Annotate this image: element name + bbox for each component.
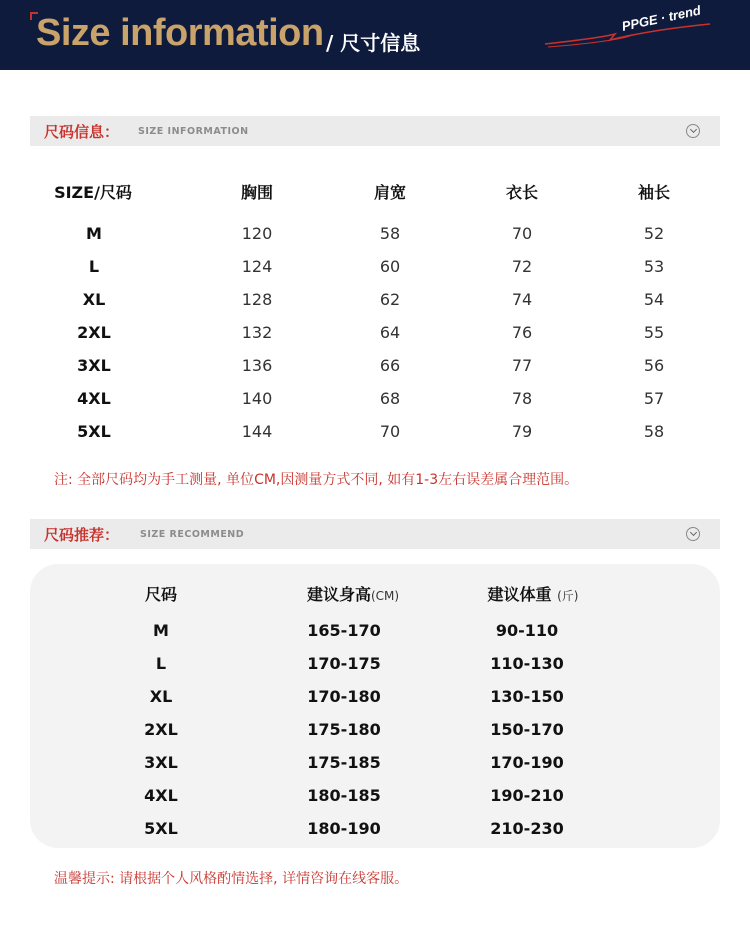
- table-row: [30, 224, 720, 248]
- table-cell: 68: [379, 389, 401, 408]
- weight-cell: 90-110: [495, 621, 559, 640]
- column-header: [253, 582, 453, 605]
- column-header: 胸围: [240, 183, 273, 202]
- column-header: 肩宽: [373, 183, 406, 202]
- size-cell: 3XL: [144, 753, 178, 772]
- header-banner: [0, 0, 750, 70]
- table-cell: 144: [241, 422, 273, 441]
- table-cell: 136: [241, 356, 273, 375]
- table-row: [30, 422, 720, 446]
- size-cell: 2XL: [144, 720, 178, 739]
- table-cell: 58: [379, 224, 401, 243]
- brand-logo: PPGE · trend: [620, 2, 702, 34]
- table-cell: 58: [643, 422, 665, 441]
- table-cell: 79: [511, 422, 533, 441]
- size-recommend-subtitle: SIZE RECOMMEND: [140, 529, 245, 540]
- table-cell: 66: [379, 356, 401, 375]
- height-cell: 175-185: [307, 753, 381, 772]
- table-cell: 132: [241, 323, 273, 342]
- column-header: 袖长: [637, 183, 670, 202]
- weight-cell: 150-170: [490, 720, 564, 739]
- table-cell: 70: [511, 224, 533, 243]
- table-cell: 120: [241, 224, 273, 243]
- col-height-unit: (CM): [370, 589, 400, 603]
- table-cell: 77: [511, 356, 533, 375]
- table-row: [30, 257, 720, 281]
- table-cell: 76: [511, 323, 533, 342]
- table-row: [30, 323, 720, 347]
- column-header: [61, 582, 261, 605]
- table-cell: 55: [643, 323, 665, 342]
- table-cell: 53: [643, 257, 665, 276]
- table-cell: 72: [511, 257, 533, 276]
- size-cell: M: [153, 621, 169, 640]
- col-weight-label: 建议体重: [487, 585, 552, 604]
- table-cell: 64: [379, 323, 401, 342]
- size-cell: XL: [82, 290, 106, 309]
- size-recommend-title: 尺码推荐：: [44, 526, 120, 544]
- size-recommend-card: [30, 564, 720, 848]
- table-cell: 56: [643, 356, 665, 375]
- size-info-header: [30, 116, 720, 146]
- table-cell: 78: [511, 389, 533, 408]
- size-cell: 2XL: [77, 323, 111, 342]
- table-cell: 54: [643, 290, 665, 309]
- table-cell: 60: [379, 257, 401, 276]
- size-cell: XL: [149, 687, 173, 706]
- size-cell: 5XL: [144, 819, 178, 838]
- table-cell: 70: [379, 422, 401, 441]
- table-cell: 52: [643, 224, 665, 243]
- table-row: [30, 356, 720, 380]
- table-cell: 74: [511, 290, 533, 309]
- height-cell: 180-185: [307, 786, 381, 805]
- height-cell: 175-180: [307, 720, 381, 739]
- column-header: [433, 582, 633, 605]
- table-row: [30, 389, 720, 413]
- table-cell: 124: [241, 257, 273, 276]
- size-recommend-header: [30, 519, 720, 549]
- column-header: 衣长: [505, 183, 538, 202]
- chevron-down-icon: [686, 124, 700, 138]
- col-size-label: 尺码: [144, 585, 177, 604]
- weight-cell: 170-190: [490, 753, 564, 772]
- column-header: SIZE/尺码: [54, 183, 132, 202]
- table-row: [30, 290, 720, 314]
- size-cell: L: [88, 257, 100, 276]
- height-cell: 180-190: [307, 819, 381, 838]
- size-info-title: 尺码信息：: [44, 123, 120, 141]
- table-header-row: [30, 180, 720, 204]
- size-cell: L: [155, 654, 167, 673]
- measurement-note: 注: 全部尺码均为手工测量, 单位CM,因测量方式不同, 如有1-3左右误差属合理范围。: [54, 472, 579, 488]
- table-cell: 57: [643, 389, 665, 408]
- weight-cell: 110-130: [490, 654, 564, 673]
- height-cell: 170-175: [307, 654, 381, 673]
- size-cell: 4XL: [144, 786, 178, 805]
- banner-subtitle: / 尺寸信息: [326, 31, 421, 55]
- size-cell: 5XL: [77, 422, 111, 441]
- table-cell: 140: [241, 389, 273, 408]
- height-cell: 165-170: [307, 621, 381, 640]
- recommend-tip: 温馨提示: 请根据个人风格酌情选择, 详情咨询在线客服。: [54, 871, 409, 887]
- size-cell: M: [86, 224, 102, 243]
- weight-cell: 130-150: [490, 687, 564, 706]
- col-weight-unit: (斤): [557, 589, 579, 603]
- chevron-down-icon: [686, 527, 700, 541]
- size-info-subtitle: SIZE INFORMATION: [138, 126, 249, 137]
- size-cell: 4XL: [77, 389, 111, 408]
- weight-cell: 210-230: [490, 819, 564, 838]
- height-cell: 170-180: [307, 687, 381, 706]
- table-cell: 62: [379, 290, 401, 309]
- size-cell: 3XL: [77, 356, 111, 375]
- weight-cell: 190-210: [490, 786, 564, 805]
- table-cell: 128: [241, 290, 273, 309]
- banner-title: Size information: [36, 12, 324, 54]
- col-height-label: 建议身高: [306, 585, 371, 604]
